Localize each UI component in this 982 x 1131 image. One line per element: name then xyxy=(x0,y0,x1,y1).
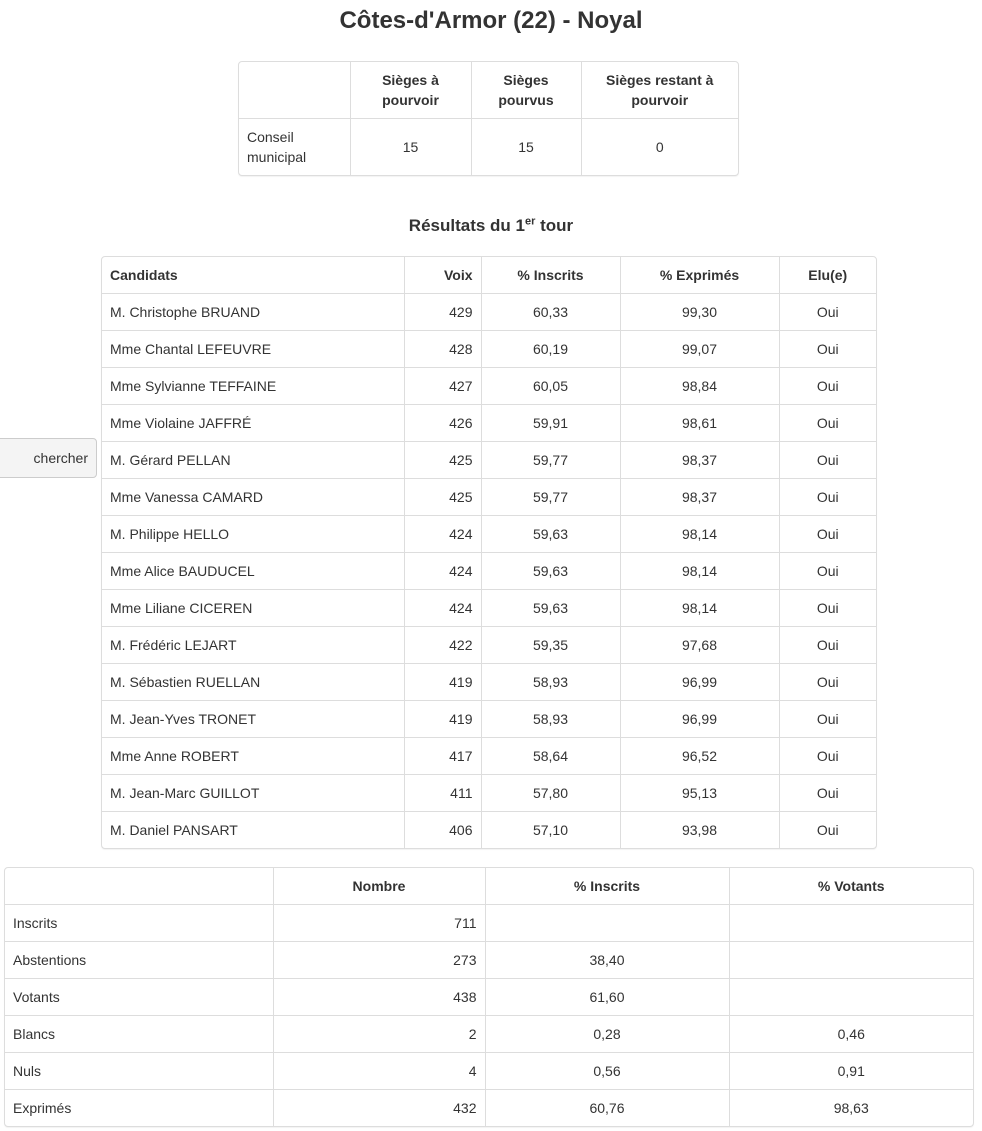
candidate-pct-exprimes: 98,37 xyxy=(620,479,779,516)
candidate-elu: Oui xyxy=(779,331,876,368)
candidate-pct-inscrits: 57,80 xyxy=(481,775,620,812)
candidate-name: Mme Liliane CICEREN xyxy=(102,590,404,627)
candidate-pct-inscrits: 58,64 xyxy=(481,738,620,775)
stats-table xyxy=(5,868,973,1126)
candidate-pct-exprimes: 96,52 xyxy=(620,738,779,775)
results-header-inscrits: % Inscrits xyxy=(481,257,620,294)
search-button[interactable]: chercher xyxy=(0,438,97,478)
candidate-row xyxy=(102,368,876,405)
candidate-pct-exprimes: 99,30 xyxy=(620,294,779,331)
stats-label: Exprimés xyxy=(5,1090,273,1127)
candidate-voix: 425 xyxy=(404,479,481,516)
stats-label: Inscrits xyxy=(5,905,273,942)
results-header-candidats: Candidats xyxy=(102,257,404,294)
stats-pct-votants: 98,63 xyxy=(729,1090,973,1127)
candidate-elu: Oui xyxy=(779,479,876,516)
candidate-voix: 419 xyxy=(404,664,481,701)
candidate-row xyxy=(102,516,876,553)
candidate-row xyxy=(102,553,876,590)
candidate-pct-inscrits: 60,05 xyxy=(481,368,620,405)
candidate-pct-exprimes: 97,68 xyxy=(620,627,779,664)
stats-pct-inscrits: 38,40 xyxy=(485,942,729,979)
candidate-pct-exprimes: 98,37 xyxy=(620,442,779,479)
candidate-name: M. Jean-Marc GUILLOT xyxy=(102,775,404,812)
candidate-elu: Oui xyxy=(779,442,876,479)
candidate-pct-inscrits: 60,19 xyxy=(481,331,620,368)
candidate-pct-exprimes: 98,61 xyxy=(620,405,779,442)
candidate-elu: Oui xyxy=(779,627,876,664)
stats-pct-inscrits: 0,28 xyxy=(485,1016,729,1053)
candidate-pct-exprimes: 93,98 xyxy=(620,812,779,849)
stats-row xyxy=(5,942,973,979)
results-title xyxy=(0,215,982,237)
candidate-row xyxy=(102,294,876,331)
stats-table-container xyxy=(4,867,974,1127)
stats-row xyxy=(5,1016,973,1053)
candidate-name: M. Philippe HELLO xyxy=(102,516,404,553)
results-table-container xyxy=(101,256,877,849)
candidate-pct-inscrits: 59,77 xyxy=(481,479,620,516)
candidate-row xyxy=(102,442,876,479)
stats-row xyxy=(5,905,973,942)
candidate-pct-inscrits: 58,93 xyxy=(481,701,620,738)
candidate-row xyxy=(102,331,876,368)
stats-nombre: 4 xyxy=(273,1053,485,1090)
results-table xyxy=(102,257,876,848)
candidate-name: Mme Vanessa CAMARD xyxy=(102,479,404,516)
candidate-elu: Oui xyxy=(779,590,876,627)
candidate-elu: Oui xyxy=(779,294,876,331)
results-header-row xyxy=(102,257,876,294)
candidate-pct-inscrits: 59,77 xyxy=(481,442,620,479)
seats-header-row xyxy=(239,62,738,119)
seats-row-label: Conseil municipal xyxy=(239,119,350,176)
candidate-elu: Oui xyxy=(779,775,876,812)
stats-nombre: 432 xyxy=(273,1090,485,1127)
results-header-elu: Elu(e) xyxy=(779,257,876,294)
seats-header-restant: Sièges restant à pourvoir xyxy=(581,62,738,119)
candidate-elu: Oui xyxy=(779,405,876,442)
candidate-row xyxy=(102,590,876,627)
candidate-name: Mme Violaine JAFFRÉ xyxy=(102,405,404,442)
seats-row-conseil xyxy=(239,119,738,176)
results-title-prefix: Résultats du 1 xyxy=(408,216,525,235)
candidate-name: M. Jean-Yves TRONET xyxy=(102,701,404,738)
stats-pct-inscrits: 0,56 xyxy=(485,1053,729,1090)
candidate-row xyxy=(102,812,876,849)
stats-row xyxy=(5,979,973,1016)
seats-header-a-pourvoir: Sièges à pourvoir xyxy=(350,62,471,119)
candidate-voix: 419 xyxy=(404,701,481,738)
candidate-name: Mme Anne ROBERT xyxy=(102,738,404,775)
seats-table-container xyxy=(238,61,739,176)
candidate-pct-exprimes: 98,14 xyxy=(620,516,779,553)
candidate-pct-inscrits: 57,10 xyxy=(481,812,620,849)
candidate-name: Mme Chantal LEFEUVRE xyxy=(102,331,404,368)
candidate-name: M. Christophe BRUAND xyxy=(102,294,404,331)
candidate-voix: 406 xyxy=(404,812,481,849)
stats-pct-votants xyxy=(729,905,973,942)
candidate-voix: 411 xyxy=(404,775,481,812)
candidate-elu: Oui xyxy=(779,664,876,701)
candidate-name: M. Sébastien RUELLAN xyxy=(102,664,404,701)
candidate-pct-exprimes: 96,99 xyxy=(620,701,779,738)
candidate-elu: Oui xyxy=(779,701,876,738)
candidate-pct-inscrits: 59,35 xyxy=(481,627,620,664)
stats-header-row xyxy=(5,868,973,905)
candidate-voix: 426 xyxy=(404,405,481,442)
candidate-pct-exprimes: 98,14 xyxy=(620,553,779,590)
candidate-pct-exprimes: 95,13 xyxy=(620,775,779,812)
results-header-exprimes: % Exprimés xyxy=(620,257,779,294)
stats-nombre: 2 xyxy=(273,1016,485,1053)
candidate-name: Mme Sylvianne TEFFAINE xyxy=(102,368,404,405)
candidate-elu: Oui xyxy=(779,516,876,553)
candidate-name: M. Gérard PELLAN xyxy=(102,442,404,479)
candidate-row xyxy=(102,664,876,701)
stats-pct-inscrits: 61,60 xyxy=(485,979,729,1016)
stats-row xyxy=(5,1053,973,1090)
stats-header-inscrits: % Inscrits xyxy=(485,868,729,905)
stats-pct-inscrits: 60,76 xyxy=(485,1090,729,1127)
candidate-pct-inscrits: 60,33 xyxy=(481,294,620,331)
candidate-name: Mme Alice BAUDUCEL xyxy=(102,553,404,590)
candidate-row xyxy=(102,405,876,442)
page-title: Côtes-d'Armor (22) - Noyal xyxy=(339,7,643,34)
candidate-pct-exprimes: 99,07 xyxy=(620,331,779,368)
stats-label: Blancs xyxy=(5,1016,273,1053)
candidate-row xyxy=(102,738,876,775)
stats-header-nombre: Nombre xyxy=(273,868,485,905)
candidate-pct-inscrits: 59,63 xyxy=(481,553,620,590)
candidate-row xyxy=(102,479,876,516)
candidate-voix: 429 xyxy=(404,294,481,331)
seats-pourvus-value: 15 xyxy=(471,119,581,176)
candidate-voix: 428 xyxy=(404,331,481,368)
results-title-suffix: tour xyxy=(535,216,574,235)
stats-label: Votants xyxy=(5,979,273,1016)
candidate-voix: 424 xyxy=(404,590,481,627)
candidate-name: M. Frédéric LEJART xyxy=(102,627,404,664)
candidate-voix: 425 xyxy=(404,442,481,479)
stats-header-empty xyxy=(5,868,273,905)
stats-pct-votants xyxy=(729,979,973,1016)
seats-a-pourvoir-value: 15 xyxy=(350,119,471,176)
candidate-row xyxy=(102,627,876,664)
candidate-pct-exprimes: 98,84 xyxy=(620,368,779,405)
stats-nombre: 273 xyxy=(273,942,485,979)
candidate-voix: 424 xyxy=(404,516,481,553)
candidate-row xyxy=(102,701,876,738)
candidate-voix: 417 xyxy=(404,738,481,775)
seats-header-empty xyxy=(239,62,350,119)
stats-pct-votants xyxy=(729,942,973,979)
results-title-sup: er xyxy=(525,215,536,228)
stats-label: Nuls xyxy=(5,1053,273,1090)
candidate-pct-exprimes: 98,14 xyxy=(620,590,779,627)
candidate-elu: Oui xyxy=(779,368,876,405)
stats-pct-votants: 0,91 xyxy=(729,1053,973,1090)
stats-pct-inscrits xyxy=(485,905,729,942)
stats-nombre: 438 xyxy=(273,979,485,1016)
results-header-voix: Voix xyxy=(404,257,481,294)
candidate-pct-inscrits: 59,63 xyxy=(481,516,620,553)
stats-nombre: 711 xyxy=(273,905,485,942)
seats-header-pourvus: Sièges pourvus xyxy=(471,62,581,119)
candidate-voix: 422 xyxy=(404,627,481,664)
seats-restant-value: 0 xyxy=(581,119,738,176)
candidate-pct-exprimes: 96,99 xyxy=(620,664,779,701)
candidate-name: M. Daniel PANSART xyxy=(102,812,404,849)
stats-header-votants: % Votants xyxy=(729,868,973,905)
seats-table xyxy=(239,62,738,175)
candidate-pct-inscrits: 58,93 xyxy=(481,664,620,701)
candidate-row xyxy=(102,775,876,812)
candidate-elu: Oui xyxy=(779,553,876,590)
stats-pct-votants: 0,46 xyxy=(729,1016,973,1053)
candidate-pct-inscrits: 59,91 xyxy=(481,405,620,442)
candidate-pct-inscrits: 59,63 xyxy=(481,590,620,627)
stats-label: Abstentions xyxy=(5,942,273,979)
stats-row xyxy=(5,1090,973,1127)
candidate-voix: 424 xyxy=(404,553,481,590)
candidate-voix: 427 xyxy=(404,368,481,405)
candidate-elu: Oui xyxy=(779,738,876,775)
candidate-elu: Oui xyxy=(779,812,876,849)
